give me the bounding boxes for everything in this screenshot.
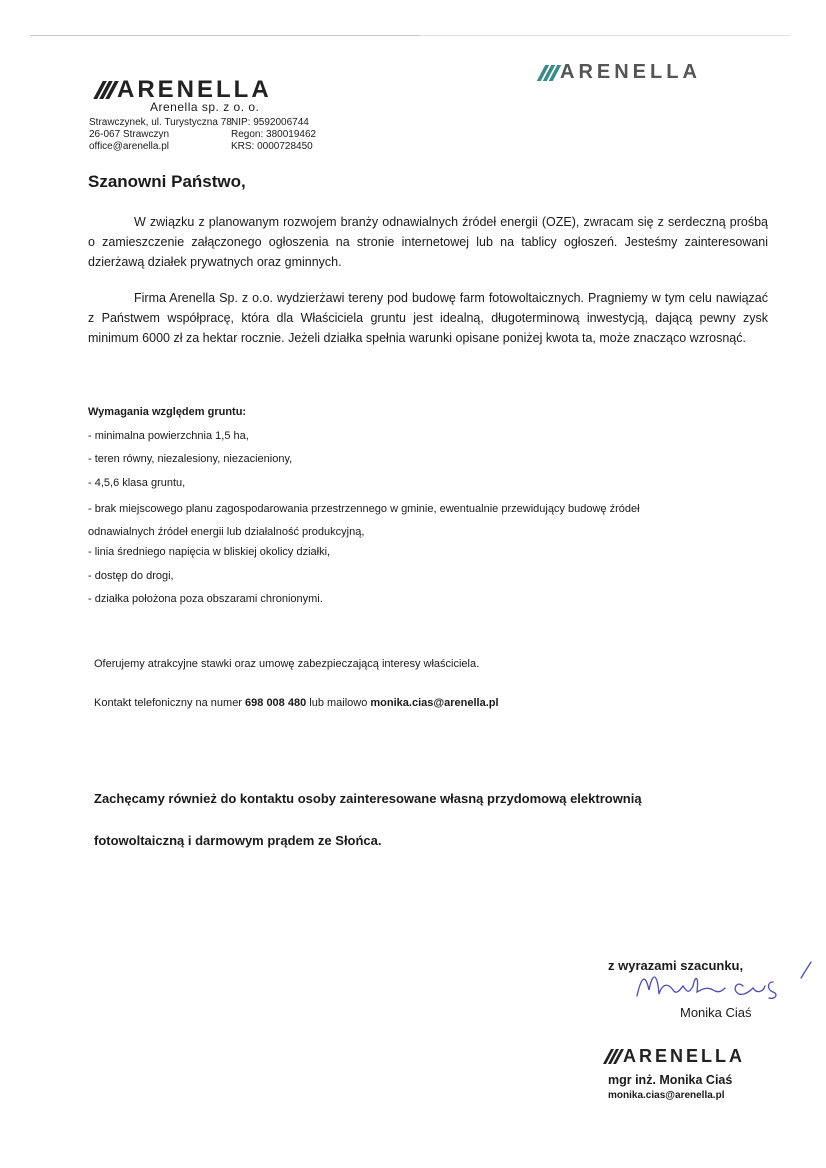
list-item: - minimalna powierzchnia 1,5 ha,: [88, 430, 249, 442]
contact-middle: lub mailowo: [306, 697, 371, 709]
logo-wordmark: ARENELLA: [117, 76, 272, 103]
paragraph-intro-text: W związku z planowanym rozwojem branży odnawialnych źródeł energii (OZE), zwracam się z serdeczną prośbą o zamieszczenie załączonego ogłoszenia na stronie internetowej lub na tablicy ogłoszeń. Jesteśmy zainteresowani dzierżawą działek prywatnych oraz gminnych.: [88, 215, 768, 269]
signature-logo: [607, 1046, 745, 1067]
signer-name: Monika Ciaś: [680, 1005, 752, 1020]
logo-wordmark: ARENELLA: [560, 61, 701, 83]
list-item: - linia średniego napięcia w bliskiej okolicy działki,: [88, 546, 331, 559]
signer-title: mgr inż. Monika Ciaś: [608, 1073, 733, 1087]
paragraph-offer-text: Firma Arenella Sp. z o.o. wydzierżawi tereny pod budowę farm fotowoltaicznych. Pragniemy w tym celu nawiązać z Państwem współpracę, która dla Właściciela gruntu jest idealną, długoterminową inwestycją, dającą pewny zysk minimum 6000 zł za hektar rocznie. Jeżeli działka spełnia warunki opisane poniżej kwota ta, może znacząco wzrosnąć.: [88, 291, 768, 345]
contact-prefix: Kontakt telefoniczny na numer: [94, 697, 246, 709]
address-city: 26-067 Strawczyn: [89, 129, 170, 140]
greeting: Szanowni Państwo,: [88, 172, 246, 191]
company-registration: [231, 117, 316, 153]
requirements-list: [88, 428, 698, 614]
list-item: - działka położona poza obszarami chronionymi.: [88, 593, 323, 606]
scan-edge-line: [30, 35, 420, 36]
list-item: - 4,5,6 klasa gruntu,: [88, 476, 186, 489]
header-logo-right: [541, 61, 701, 84]
requirements-heading: Wymagania względem gruntu:: [88, 406, 247, 418]
paragraph-offer: [88, 288, 768, 348]
encouragement-text: Zachęcamy również do kontaktu osoby zainteresowane własną przydomową elektrownią fotowoltaiczną i darmowym prądem ze Słońca.: [94, 791, 642, 848]
handwritten-signature: [625, 960, 815, 1010]
logo-stripes-icon: [607, 1049, 620, 1064]
company-address: [89, 117, 232, 153]
address-street: Strawczynek, ul. Turystyczna 78: [89, 117, 232, 128]
list-item: - brak miejscowego planu zagospodarowania przestrzennego w gminie, ewentualnie przewidujący budowę źródeł odnawialnych źródeł energii lub działalność produkcyjną,: [88, 502, 640, 538]
contact-phone: 698 008 480: [245, 697, 307, 709]
regon-number: Regon: 380019462: [231, 129, 317, 140]
closing-regards: z wyrazami szacunku,: [608, 958, 744, 973]
company-email: office@arenella.pl: [89, 141, 170, 152]
list-item: - teren równy, niezalesiony, niezacieniony,: [88, 453, 293, 466]
signer-email: monika.cias@arenella.pl: [608, 1090, 725, 1101]
offer-text: Oferujemy atrakcyjne stawki oraz umowę zabezpieczającą interesy właściciela.: [94, 658, 480, 670]
contact-email: monika.cias@arenella.pl: [370, 697, 499, 709]
krs-number: KRS: 0000728450: [231, 141, 313, 152]
contact-line: [94, 697, 499, 709]
paragraph-intro: [88, 212, 768, 272]
logo-stripes-icon: [541, 65, 557, 81]
scan-edge-line: [420, 35, 790, 36]
logo-stripes-icon: [98, 81, 114, 99]
logo-wordmark: ARENELLA: [623, 1046, 745, 1066]
nip-number: NIP: 9592006744: [231, 117, 309, 128]
list-item: - dostęp do drogi,: [88, 569, 174, 582]
company-name: Arenella sp. z o. o.: [150, 100, 260, 114]
